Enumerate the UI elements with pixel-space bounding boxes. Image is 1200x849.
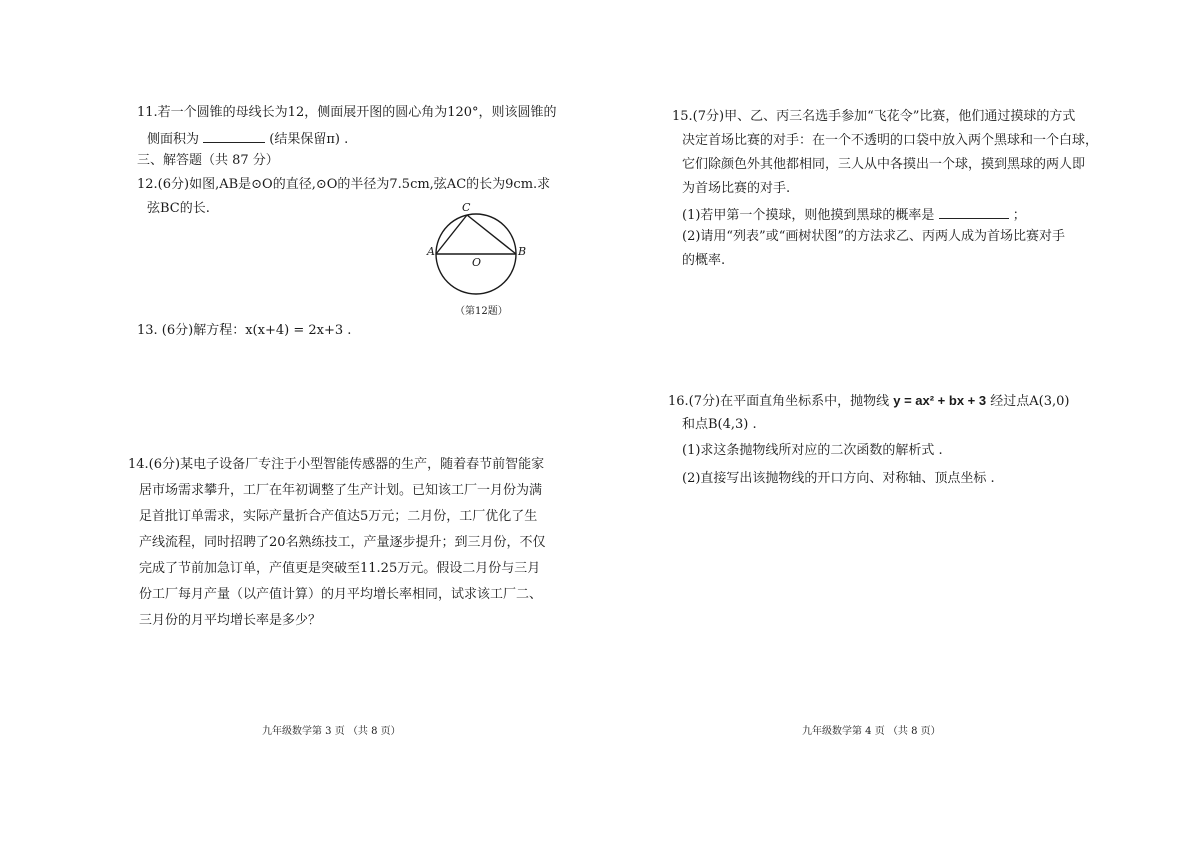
q15-part1-text: (1)若甲第一个摸球，则他摸到黑球的概率是 bbox=[682, 208, 935, 223]
q16-part2: (2)直接写出该抛物线的开口方向、对称轴、顶点坐标 . bbox=[682, 471, 995, 486]
q12-line2: 弦BC的长. bbox=[147, 201, 210, 216]
q16-line2: 和点B(4,3) . bbox=[682, 417, 757, 432]
q14-line5: 完成了节前加急订单，产值更是突破至11.25万元。假设二月份与三月 bbox=[139, 561, 541, 576]
label-a: A bbox=[427, 245, 435, 258]
q15-line2: 决定首场比赛的对手：在一个不透明的口袋中放入两个黑球和一个白球， bbox=[682, 133, 1099, 148]
q11-line2-start: 侧面积为 bbox=[147, 132, 200, 147]
q16-part1: (1)求这条抛物线所对应的二次函数的解析式 . bbox=[682, 443, 943, 458]
q15-part1 bbox=[682, 204, 1026, 225]
q15-part2-line2: 的概率. bbox=[682, 253, 726, 268]
label-b: B bbox=[518, 245, 527, 258]
label-o: O bbox=[472, 256, 482, 269]
q11-answer-blank bbox=[203, 128, 265, 143]
q16-line1-start: 16.(7分)在平面直角坐标系中，抛物线 bbox=[668, 394, 890, 409]
q15-part2-line1: (2)请用“列表”或“画树状图”的方法求乙、丙两人成为首场比赛对手 bbox=[682, 229, 1065, 244]
q12-figure-caption: （第12题） bbox=[455, 306, 508, 317]
section-3-heading: 三、解答题（共 87 分） bbox=[137, 153, 279, 168]
q14-line4: 产线流程，同时招聘了20名熟练技工，产量逐步提升；到三月份，不仅 bbox=[139, 535, 546, 550]
q16-line1-end: 经过点A(3,0) bbox=[990, 394, 1070, 409]
q16-parabola-formula: y = ax² + bx + 3 bbox=[893, 393, 987, 408]
q15-line3: 它们除颜色外其他都相同，三人从中各摸出一个球，摸到黑球的两人即 bbox=[682, 157, 1086, 172]
q11-line2-end: (结果保留π) . bbox=[269, 132, 349, 147]
q15-line1: 15.(7分)甲、乙、丙三名选手参加“飞花令”比赛，他们通过摸球的方式 bbox=[672, 109, 1076, 124]
q16-line1 bbox=[668, 392, 1069, 411]
q11-line1: 11.若一个圆锥的母线长为12，侧面展开图的圆心角为120°，则该圆锥的 bbox=[137, 105, 557, 120]
left-page-footer: 九年级数学第 3 页 （共 8 页） bbox=[262, 726, 401, 737]
q14-line2: 居市场需求攀升，工厂在年初调整了生产计划。已知该工厂一月份为满 bbox=[139, 483, 543, 498]
q12-circle-figure bbox=[425, 200, 530, 300]
q15-line4: 为首场比赛的对手. bbox=[682, 181, 791, 196]
q14-line3: 足首批订单需求，实际产量折合产值达5万元；二月份，工厂优化了生 bbox=[139, 509, 538, 524]
chord-bc bbox=[467, 215, 516, 254]
right-page bbox=[600, 0, 1200, 849]
q12-line1: 12.(6分)如图,AB是⊙O的直径,⊙O的半径为7.5cm,弦AC的长为9cm.求 bbox=[137, 177, 551, 192]
right-page-footer: 九年级数学第 4 页 （共 8 页） bbox=[802, 726, 941, 737]
q11-line2 bbox=[147, 128, 348, 149]
q13-text: 13. (6分)解方程：x(x+4) = 2x+3 . bbox=[137, 323, 352, 338]
label-c: C bbox=[462, 201, 471, 214]
q15-answer-blank bbox=[939, 204, 1009, 219]
q14-line7: 三月份的月平均增长率是多少？ bbox=[139, 613, 322, 628]
q14-line6: 份工厂每月产量（以产值计算）的月平均增长率相同，试求该工厂二、 bbox=[139, 587, 543, 602]
q14-line1: 14.(6分)某电子设备厂专注于小型智能传感器的生产，随着春节前智能家 bbox=[128, 457, 545, 472]
q15-part1-end: ； bbox=[1012, 208, 1026, 223]
